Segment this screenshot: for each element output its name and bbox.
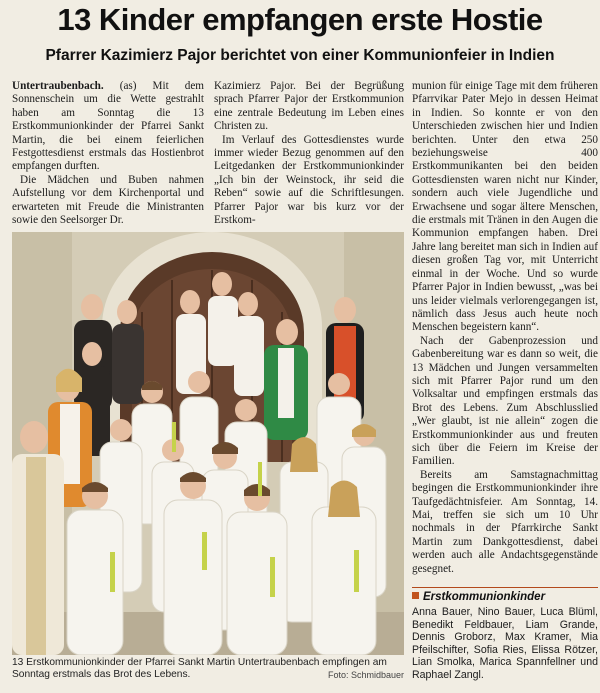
paragraph: Nach der Gabenprozession und Gabenbereitung war es dann so weit, die 13 Mädchen und Jungen versammelten sich mit Pfarrer Pajor rund um den Volksaltar und empfingen erstmals das Brot des Lebens. Zum Abschlusslied „Wer glaubt, ist nie allein“ zogen die Erstkommunionkinder aus und freuten sich über die Feiern im Kreise der Familien. xyxy=(412,334,598,468)
infobox-names: Anna Bauer, Nino Bauer, Luca Blüml, Benedikt Feldbauer, Liam Grande, Dennis Groborz, Max Kramer, Mia Pfeilschifter, Sofia Ries, Elissa Rötzer, Lian Smolka, Marica Spannfellner und Raphael Zangl. xyxy=(412,606,598,681)
subheadline: Pfarrer Kazimierz Pajor berichtet von einer Kommunionfeier in Indien xyxy=(45,47,555,64)
paragraph: Im Verlauf des Gottesdienstes wurde immer wieder Bezug genommen auf den Leitgedanken der Erstkommunionkinder „Ich bin der Weinstock, ihr seid die Reben“ sowie auf die Schriftlesungen. Pfarrer Pajor war bis kurz vor der Erstkom- xyxy=(214,133,404,227)
article-column-1 xyxy=(12,80,204,227)
photo-credit: Foto: Schmidbauer xyxy=(327,670,404,681)
caption-text: 13 Erstkommunionkinder der Pfarrei Sankt Martin Untertraubenbach empfingen am Sonntag erstmals das Brot des Lebens. xyxy=(12,657,387,681)
infobox-title xyxy=(412,587,598,603)
paragraph xyxy=(12,80,204,174)
paragraph: munion für einige Tage mit dem früheren Pfarrvikar Pater Mejo in dessen Heimat in Indien. So konnte er von den Unterschieden zwischen hier und Indien berichten. Unter den etwa 250 beziehungsweise 400 Erstkommunikanten bei den beiden Gottesdiensten waren nicht nur Kinder, sondern auch viele Jugendliche und Erwachsene und sogar ältere Menschen, die erstmals mit Tränen in den Augen die Kommunion empfangen haben. Drei Jahre lang bereitet man sich in Indien auf diesen großen Tag vor, mit Unterricht einmal in der Woche. Und so wurde Pfarrer Pajor in Indien bewusst, „was bei uns leider vielmals verlorengegangen ist, nämlich dass Jesus auch heute noch Menschen begeistern kann“. xyxy=(412,80,598,334)
photo-caption xyxy=(12,657,404,682)
paragraph: Die Mädchen und Buben nahmen Aufstellung vor dem Kirchenportal und erwarteten mit Freude die Ministranten sowie den Seelsorger Dr. xyxy=(12,173,204,227)
headline: 13 Kinder empfangen erste Hostie xyxy=(57,2,543,37)
group-photo-illustration xyxy=(12,232,404,655)
paragraph-text: (as) Mit dem Sonnenschein um die Wette gestrahlt haben am Sonntag die 13 Erstkommunionkinder der Pfarrei Sankt Martin, die bei einem feierlichen Festgottesdienst erstmals das Hostienbrot empfangen durften. xyxy=(12,80,205,173)
square-bullet-icon xyxy=(412,592,419,599)
group-photo xyxy=(12,232,404,655)
article-column-3 xyxy=(412,80,598,576)
dateline: Untertraubenbach. xyxy=(12,80,104,92)
infobox-title-text: Erstkommunionkinder xyxy=(423,591,546,603)
article-column-2 xyxy=(214,80,404,227)
paragraph: Kazimierz Pajor. Bei der Begrüßung sprach Pfarrer Pajor der Erstkommunion eine zentrale Bedeutung im Leben eines Christen zu. xyxy=(214,80,404,133)
paragraph: Bereits am Samstagnachmittag begingen die Erstkommunionkinder ihre Taufgedächtnisfeier. Am Sonntag, 14. Mai, treffen sie sich um 10 Uhr nochmals in der Pfarrkirche Sankt Martin zum Dankgottesdienst, dabei werden auch alle Andachtsgegenstände gesegnet. xyxy=(412,468,598,575)
